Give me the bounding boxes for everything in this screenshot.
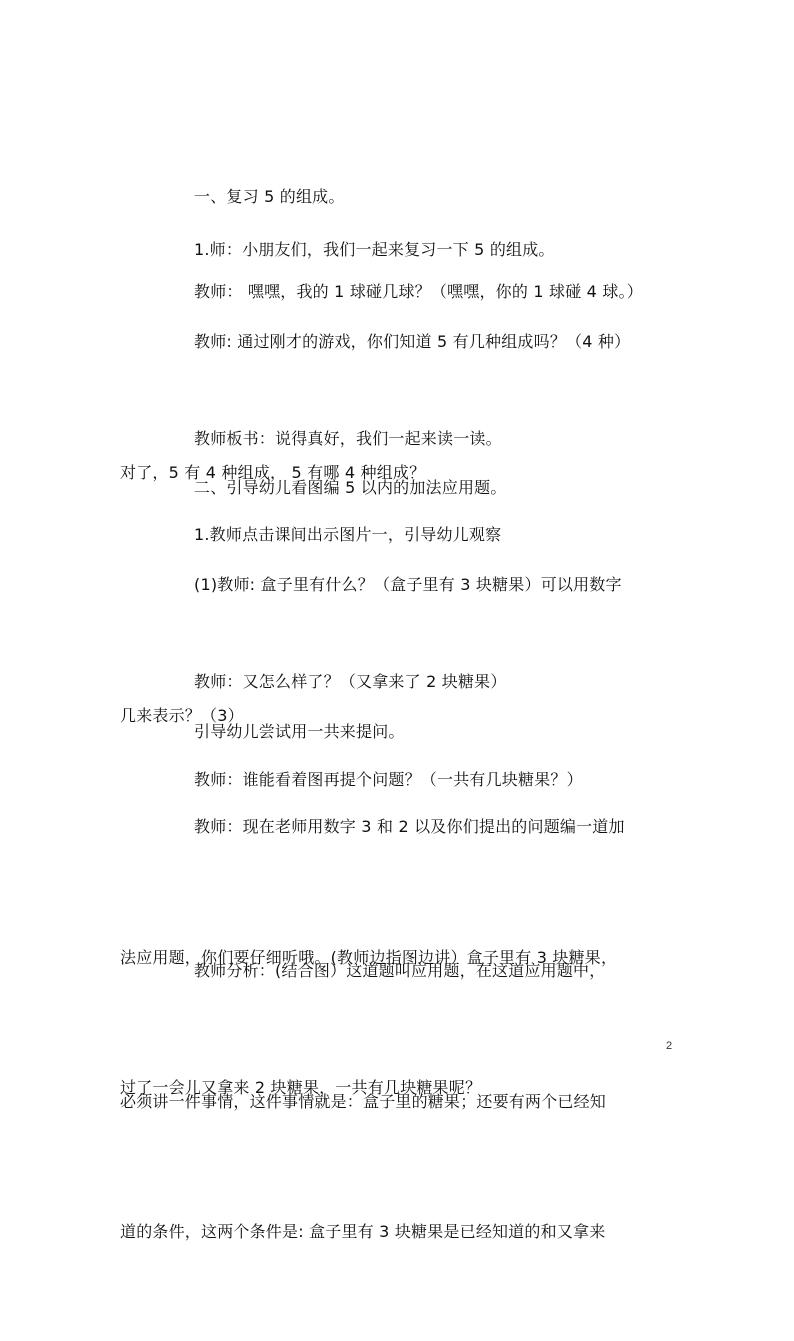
paragraph-line: 必须讲一件事情，这件事情就是：盒子里的糖果；还要有两个已经知 bbox=[120, 1091, 607, 1111]
paragraph-13 bbox=[120, 862, 680, 1341]
paragraph-line: 1.教师点击课间出示图片一，引导幼儿观察 bbox=[194, 525, 502, 544]
paragraph-line: 教师板书：说得真好，我们一起来读一读。 bbox=[194, 429, 502, 448]
paragraph-line: 二、引导幼儿看图编 5 以内的加法应用题。 bbox=[194, 478, 507, 497]
paragraph-line: 教师：又怎么样了？（又拿来了 2 块糖果） bbox=[194, 672, 507, 691]
paragraph-line: 教师： 嘿嘿，我的 1 球碰几球？（嘿嘿，你的 1 球碰 4 球。） bbox=[194, 282, 643, 301]
paragraph-line: 1.师：小朋友们，我们一起来复习一下 5 的组成。 bbox=[194, 240, 555, 259]
paragraph-line: 教师：现在老师用数字 3 和 2 以及你们提出的问题编一道加 bbox=[194, 817, 625, 836]
paragraph-line: 引导幼儿尝试用一共来提问。 bbox=[194, 722, 405, 741]
paragraph-line: 过了一会儿又拿来 2 块糖果，一共有几块糖果呢？ bbox=[120, 1078, 482, 1097]
paragraph-line: 教师分析：(结合图）这道题叫应用题，在这道应用题中， bbox=[194, 961, 606, 980]
paragraph-line: 几来表示？（3） bbox=[120, 705, 244, 725]
page-number: 2 bbox=[666, 1040, 673, 1052]
paragraph-line: 对了，5 有 4 种组成， 5 有哪 4 种组成？ bbox=[120, 462, 426, 482]
paragraph-line: 教师：谁能看着图再提个问题？（一共有几块糖果？） bbox=[194, 770, 583, 789]
paragraph-line: 法应用题，你们要仔细听哦。(教师边指图边讲）盒子里有 3 块糖果， bbox=[120, 947, 618, 967]
paragraph-line: 教师: 通过刚才的游戏，你们知道 5 有几种组成吗？（4 种） bbox=[194, 332, 631, 351]
paragraph-line: 道的条件，这两个条件是: 盒子里有 3 块糖果是已经知道的和又拿来 bbox=[120, 1222, 606, 1241]
paragraph-line: (1)教师: 盒子里有什么？（盒子里有 3 块糖果）可以用数字 bbox=[194, 575, 622, 594]
paragraph-line: 一、复习 5 的组成。 bbox=[194, 187, 345, 206]
